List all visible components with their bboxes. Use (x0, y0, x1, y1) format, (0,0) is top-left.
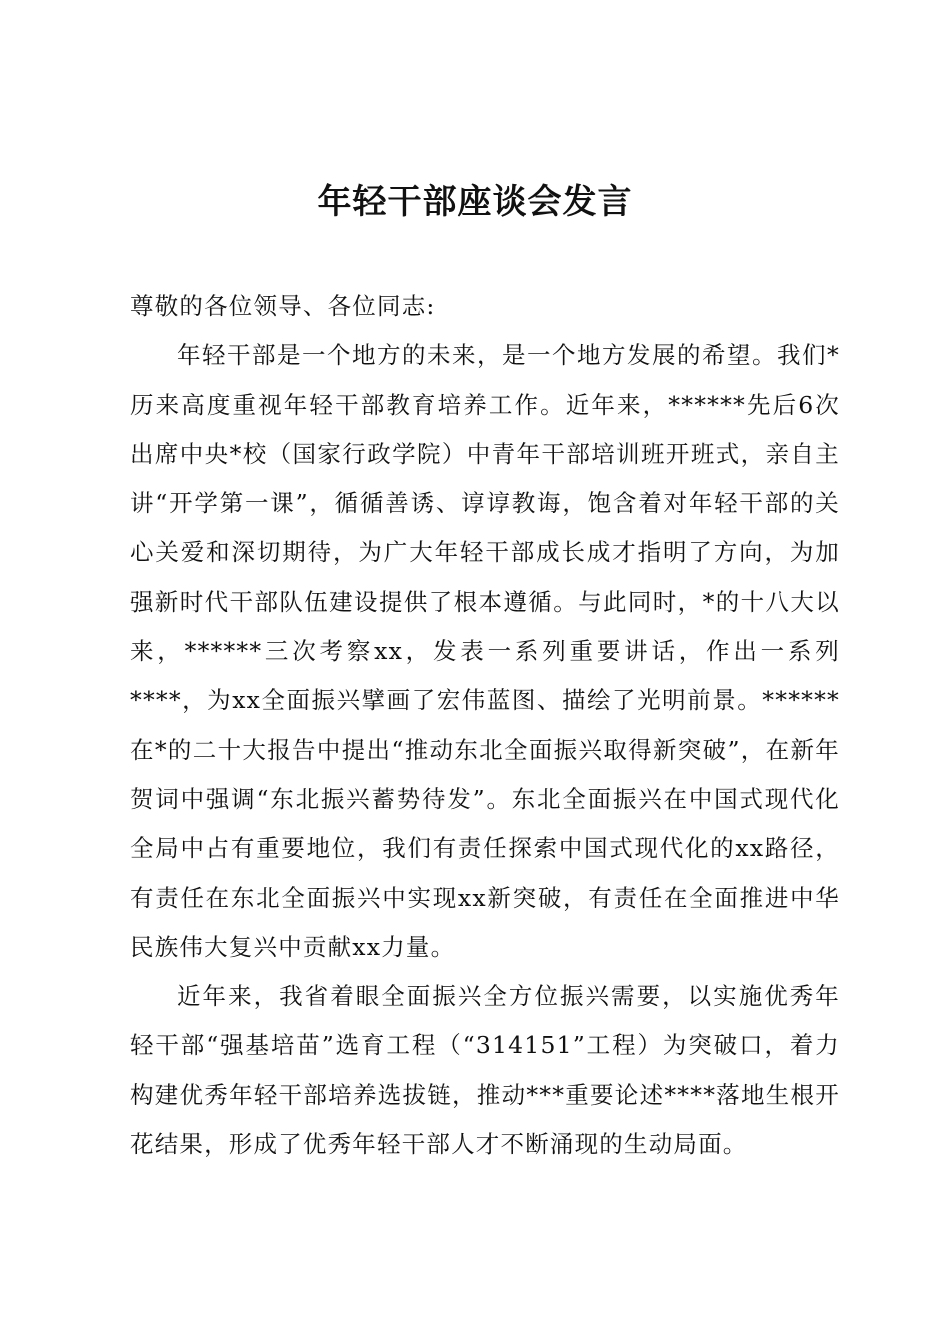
document-title: 年轻干部座谈会发言 (317, 182, 633, 222)
paragraph-2: 近年来，我省着眼全面振兴全方位振兴需要，以实施优秀年轻干部“强基培苗”选育工程（“314151”工程）为突破口，着力构建优秀年轻干部培养选拔链，推动***重要论述****落地生根开花结果，形成了优秀年轻干部人才不断涌现的生动局面。 (130, 982, 840, 1159)
paragraph-1: 年轻干部是一个地方的未来，是一个地方发展的希望。我们*历来高度重视年轻干部教育培养工作。近年来，******先后6次出席中央*校（国家行政学院）中青年干部培训班开班式，亲自主讲“开学第一课”，循循善诱、谆谆教诲，饱含着对年轻干部的关心关爱和深切期待，为广大年轻干部成长成才指明了方向，为加强新时代干部队伍建设提供了根本遵循。与此同时，*的十八大以来，******三次考察xx，发表一系列重要讲话，作出一系列****，为xx全面振兴擘画了宏伟蓝图、描绘了光明前景。******在*的二十大报告中提出“推动东北全面振兴取得新突破”，在新年贺词中强调“东北振兴蓄势待发”。东北全面振兴在中国式现代化全局中占有重要地位，我们有责任探索中国式现代化的xx路径，有责任在东北全面振兴中实现xx新突破，有责任在全面推进中华民族伟大复兴中贡献xx力量。 (130, 341, 840, 961)
salutation: 尊敬的各位领导、各位同志: (130, 292, 436, 320)
document-body (130, 282, 840, 1169)
